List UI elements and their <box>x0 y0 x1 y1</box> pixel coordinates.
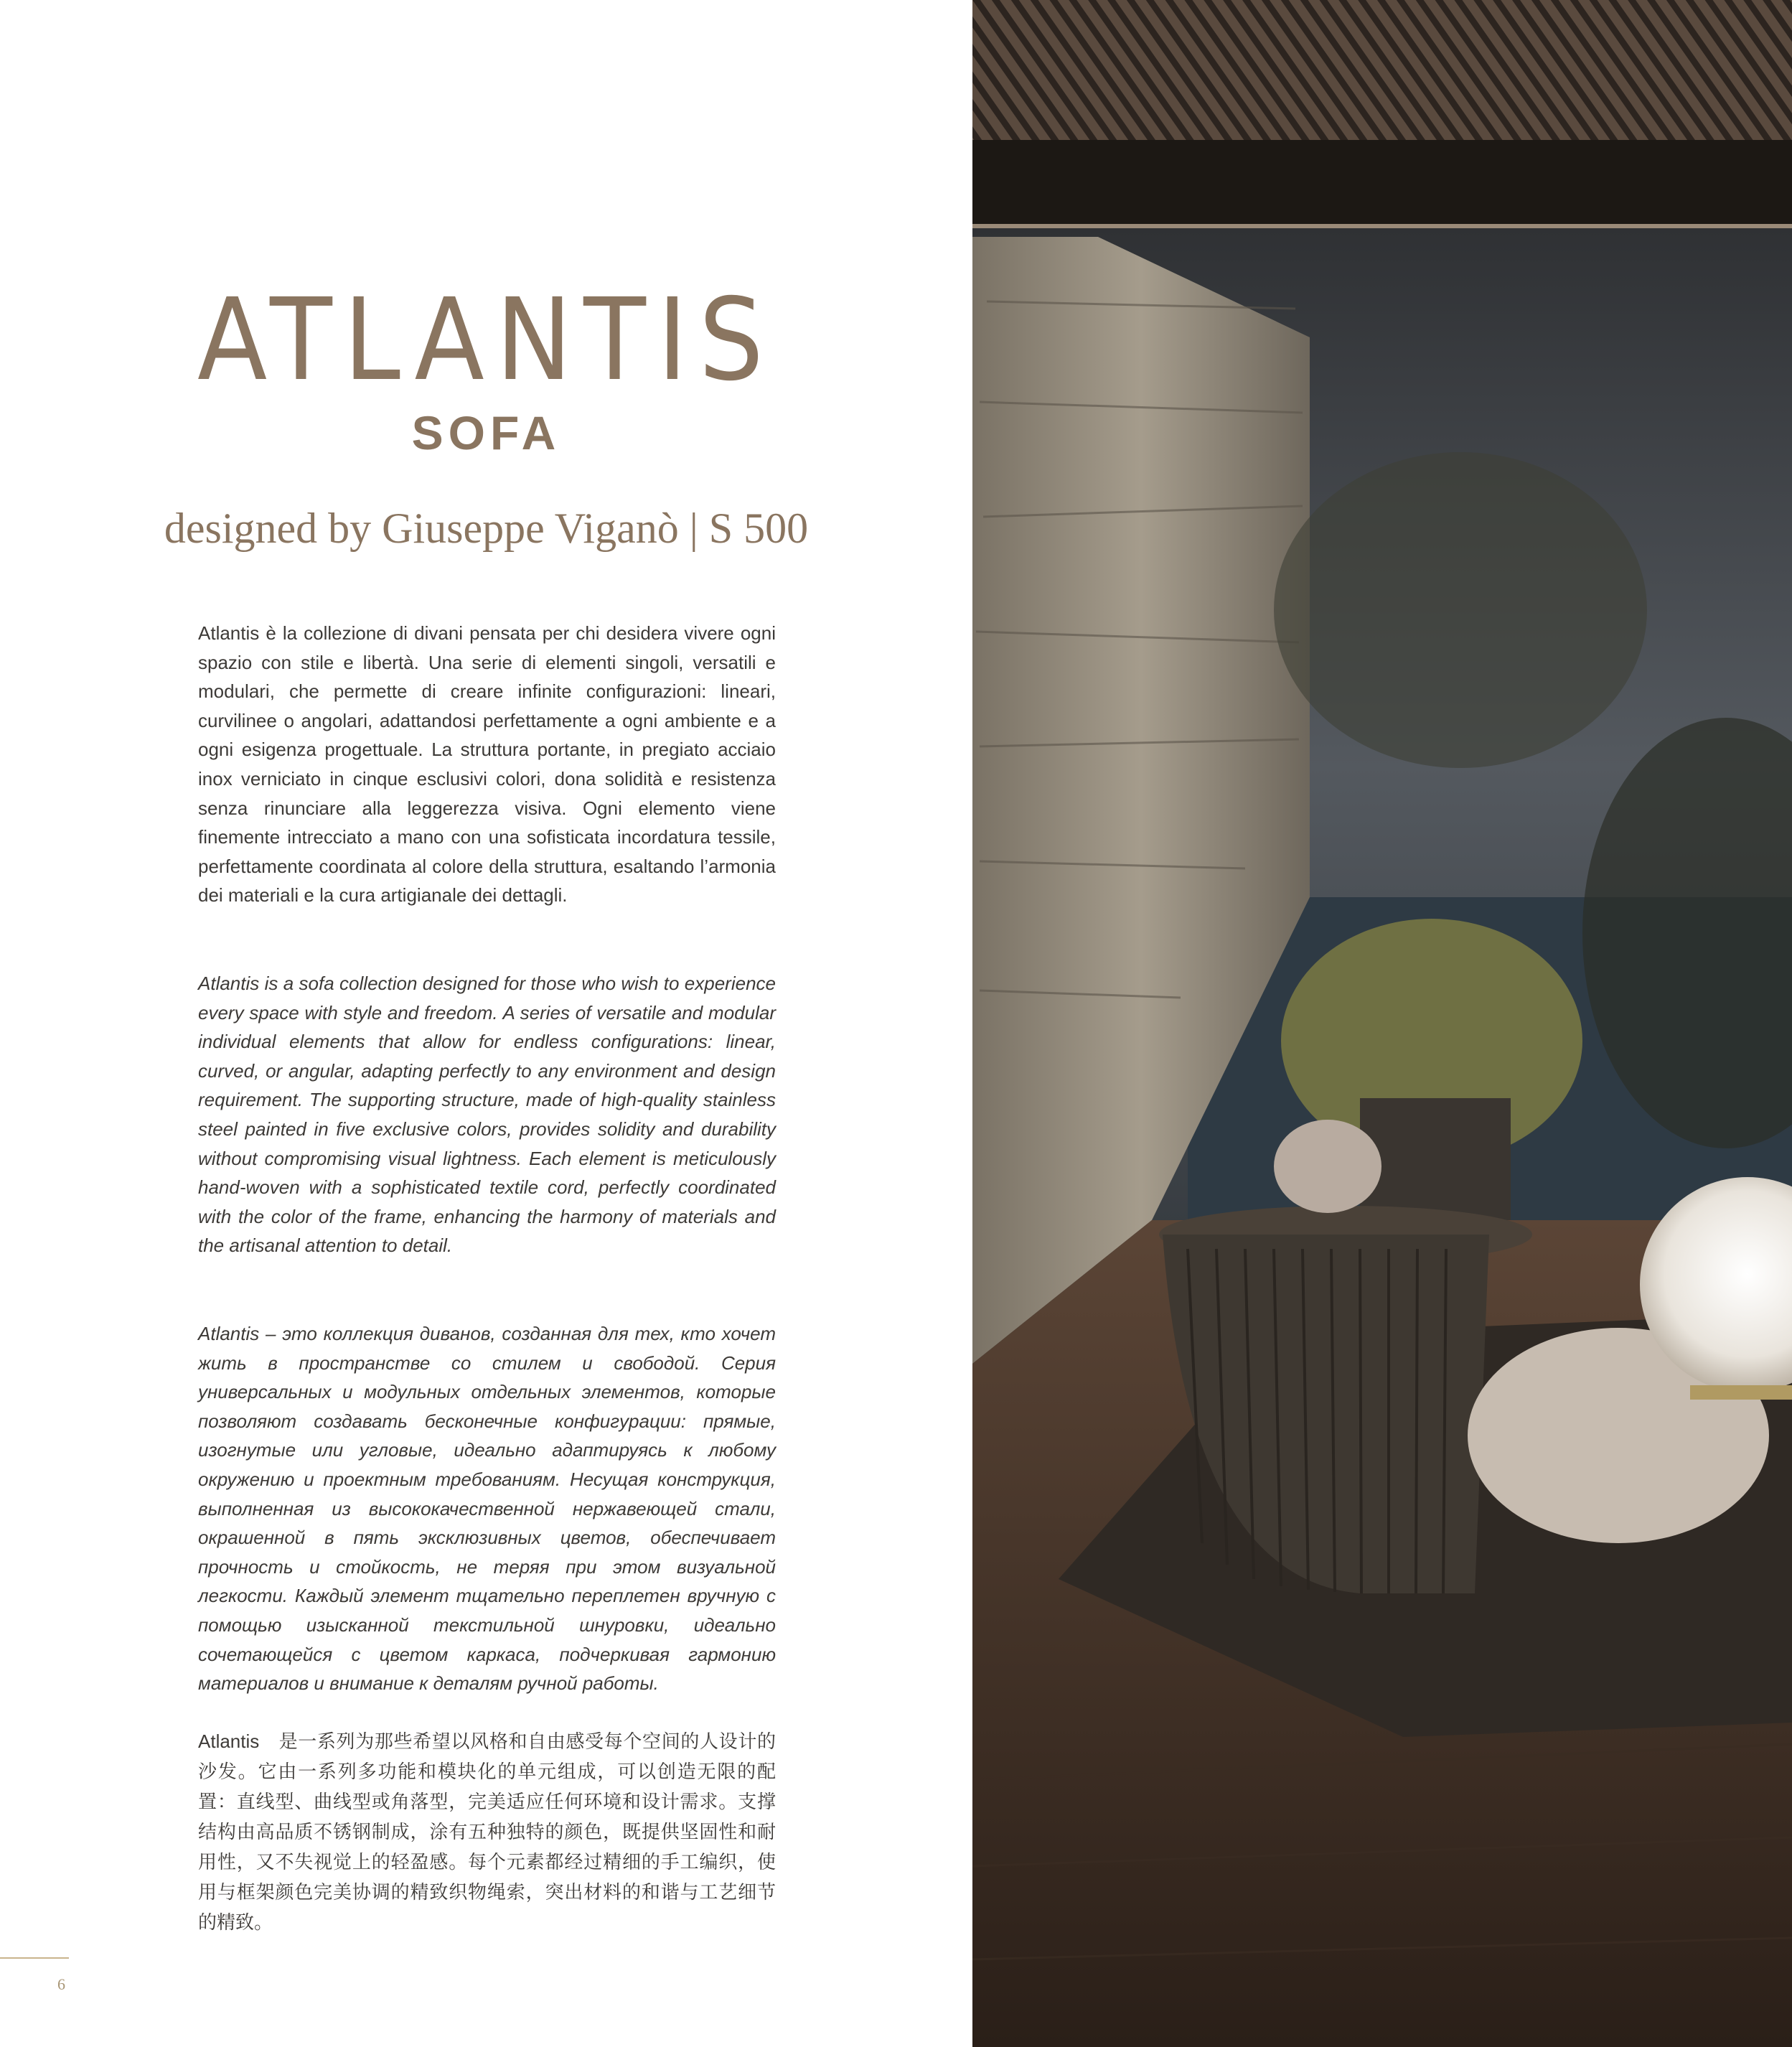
description-chinese: Atlantis 是一系列为那些希望以风格和自由感受每个空间的人设计的沙发。它由一系列多功能和模块化的单元组成，可以创造无限的配置：直线型、曲线型或角落型，完美适应任何环境和设计需求。支撑结构由高品质不锈钢制成，涂有五种独特的颜色，既提供坚固性和耐用性，又不失视觉上的轻盈感。每个元素都经过精细的手工编织，使用与框架颜色完美协调的精致织物绳索，突出材料的和谐与工艺细节的精致。 <box>198 1730 776 1933</box>
page-number: 6 <box>57 1975 65 1993</box>
product-photo <box>972 0 1792 2047</box>
description-italian: Atlantis è la collezione di divani pensata per chi desidera vivere ogni spazio con stile e libertà. Una serie di elementi singoli, versatili e modulari, che permette di creare infinite configurazioni: lineari, curvilinee o angolari, adattandosi perfettamente a ogni ambiente e a ogni esigenza progettuale. La struttura portante, in pregiato acciaio inox verniciato in cinque esclusivi colori, dona solidità e resistenza senza rinunciare alla leggerezza visiva. Ogni elemento viene finemente intrecciato a mano con una sofisticata incordatura tessile, perfettamente coordinata al colore della struttura, esaltando l’armonia dei materiali e la cura artigianale dei dettagli. <box>198 622 776 907</box>
photo-illustration <box>972 0 1792 2047</box>
footer-rule <box>0 1957 69 1959</box>
product-subtitle: SOFA <box>411 406 561 459</box>
designer-line: designed by Giuseppe Viganò | S 500 <box>164 505 809 552</box>
description-russian: Atlantis – это коллекция диванов, созданная для тех, кто хочет жить в пространстве со стилем и свободой. Серия универсальных и модульных отдельных элементов, которые позволяют создавать бесконечные конфигурации: прямые, изогнутые или угловые, идеально адаптируясь к любому окружению и проектным требованиям. Несущая конструкция, выполненная из высококачественной нержавеющей стали, окрашенной в пять эксклюзивных цветов, обеспечивает прочность и стойкость, не теряя при этом визуальной легкости. Каждый элемент тщательно переплетен вручную с помощью изысканной текстильной шнуровки, идеально сочетающейся с цветом каркаса, подчеркивая гармонию материалов и внимание к деталям ручной работы. <box>198 1323 776 1695</box>
product-title: ATLANTIS <box>197 274 775 406</box>
description-english: Atlantis is a sofa collection designed for those who wish to experience every space with style and freedom. A series of versatile and modular individual elements that allow for endless configurations: linear, curved, or angular, adapting perfectly to any environment and design requirement. The supporting structure, made of high-quality stainless steel painted in five exclusive colors, provides solidity and durability without compromising visual lightness. Each element is meticulously hand-woven with a sophisticated textile cord, perfectly coordinated with the color of the frame, enhancing the harmony of materials and the artisanal attention to detail. <box>198 973 776 1257</box>
